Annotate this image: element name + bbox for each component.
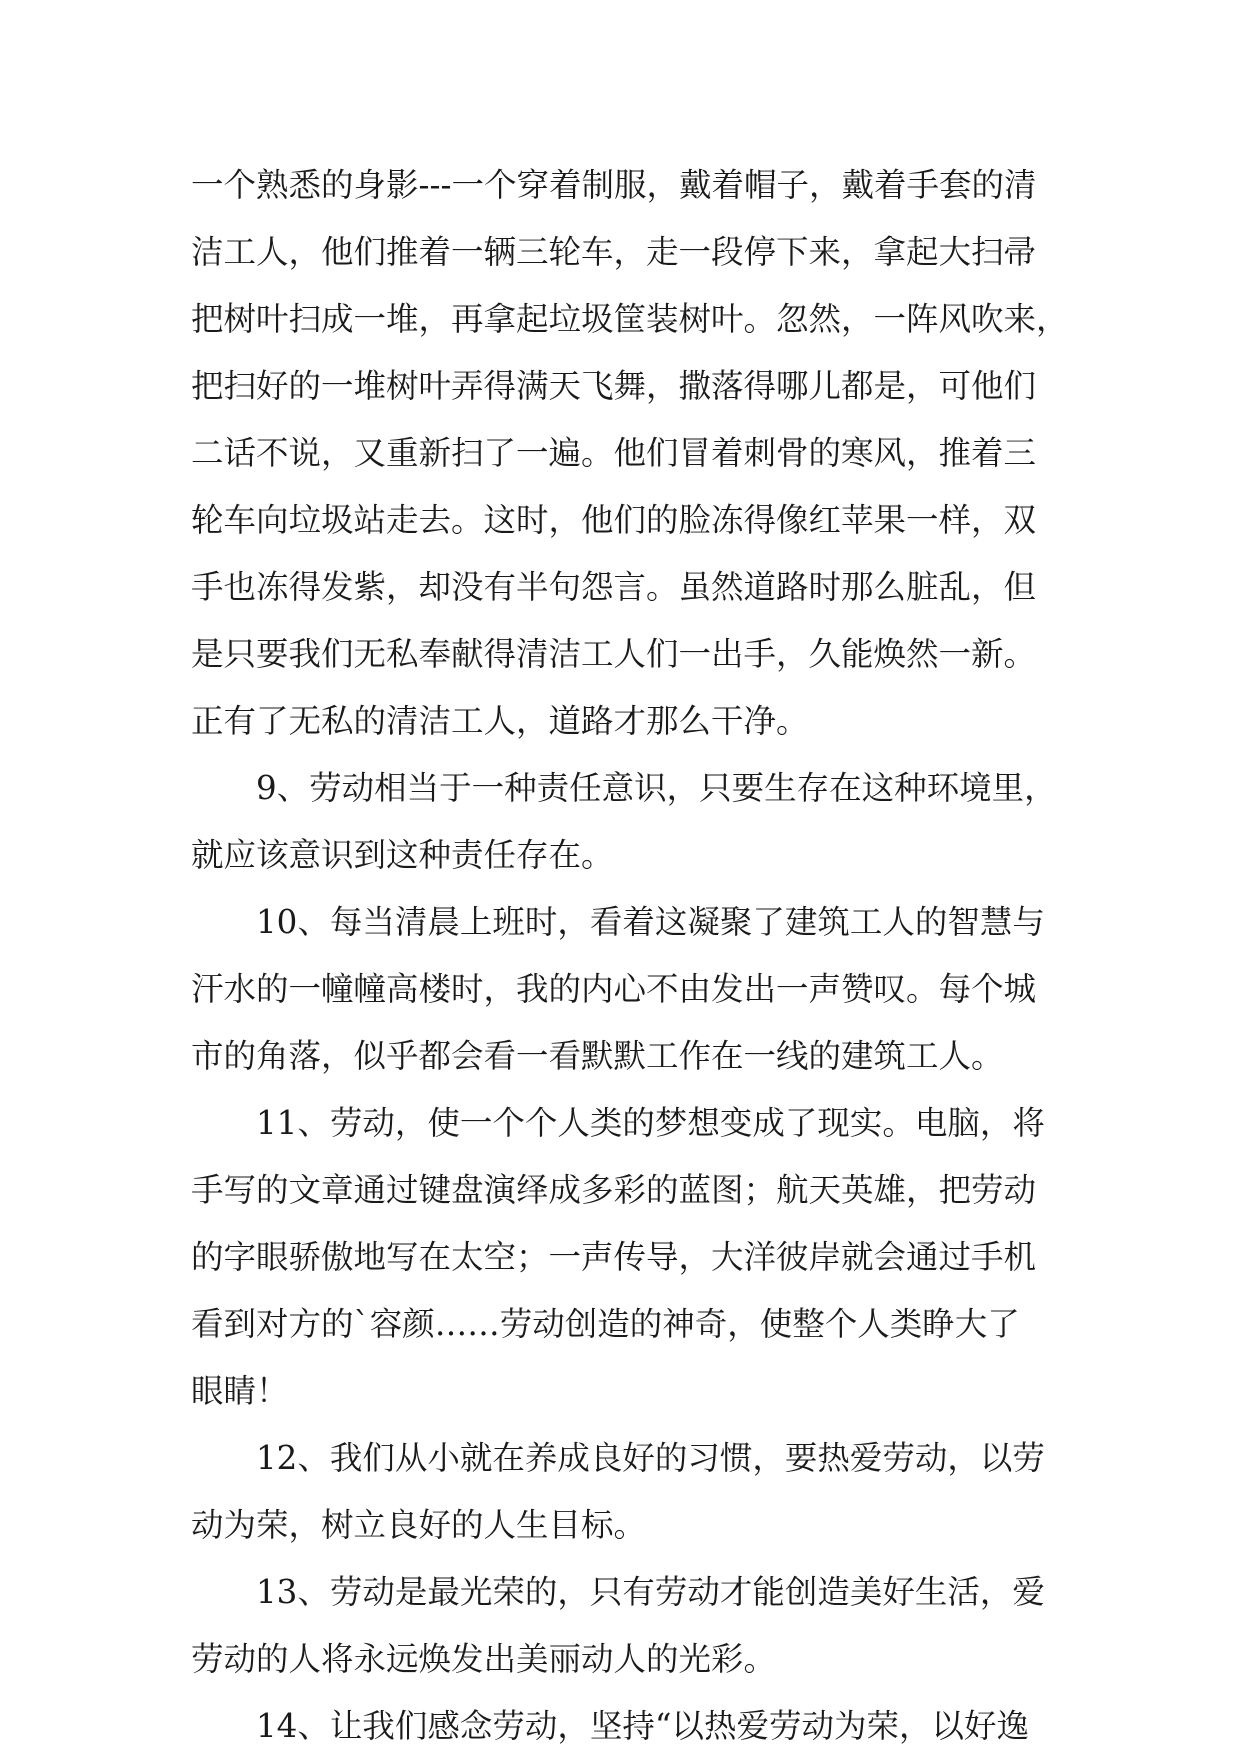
paragraph-9 — [191, 755, 1071, 889]
paragraph-13 — [191, 1559, 1071, 1693]
text-line: 14、让我们感念劳动，坚持“以热爱劳动为荣，以好逸 — [256, 1707, 1029, 1745]
paragraph-11 — [191, 1090, 1071, 1425]
text-line: 13、劳动是最光荣的，只有劳动才能创造美好生活，爱 — [256, 1573, 1045, 1611]
text-line: 正有了无私的清洁工人，道路才那么干净。 — [191, 702, 809, 740]
text-line: 的字眼骄傲地写在太空；一声传导，大洋彼岸就会通过手机 — [191, 1238, 1037, 1276]
text-line: 汗水的一幢幢高楼时，我的内心不由发出一声赞叹。每个城 — [191, 970, 1037, 1008]
text-line: 手也冻得发紫，却没有半句怨言。虽然道路时那么脏乱，但 — [191, 568, 1037, 606]
paragraph-14 — [191, 1693, 1071, 1760]
paragraph-cleaners — [191, 152, 1071, 755]
text-line: 手写的文章通过键盘演绎成多彩的蓝图；航天英雄，把劳动 — [191, 1171, 1037, 1209]
text-line: 把树叶扫成一堆，再拿起垃圾筐装树叶。忽然，一阵风吹来， — [191, 300, 1069, 338]
text-line: 市的角落，似乎都会看一看默默工作在一线的建筑工人。 — [191, 1037, 1004, 1075]
paragraph-12 — [191, 1425, 1071, 1559]
paragraph-10 — [191, 889, 1071, 1090]
text-line: 看到对方的`容颜……劳动创造的神奇，使整个人类睁大了 — [191, 1305, 1020, 1343]
text-line: 11、劳动，使一个个人类的梦想变成了现实。电脑，将 — [256, 1104, 1045, 1142]
body-text — [191, 152, 1071, 1760]
text-line: 动为荣，树立良好的人生目标。 — [191, 1506, 647, 1544]
text-line: 12、我们从小就在养成良好的习惯，要热爱劳动，以劳 — [256, 1439, 1045, 1477]
text-line: 就应该意识到这种责任存在。 — [191, 836, 614, 874]
text-line: 轮车向垃圾站走去。这时，他们的脸冻得像红苹果一样，双 — [191, 501, 1037, 539]
text-line: 9、劳动相当于一种责任意识，只要生存在这种环境里， — [256, 769, 1057, 807]
text-line: 一个熟悉的身影---一个穿着制服，戴着帽子，戴着手套的清 — [191, 166, 1037, 204]
text-line: 眼睛！ — [191, 1372, 289, 1410]
text-line: 劳动的人将永远焕发出美丽动人的光彩。 — [191, 1640, 777, 1678]
text-line: 10、每当清晨上班时，看着这凝聚了建筑工人的智慧与 — [256, 903, 1045, 941]
text-line: 是只要我们无私奉献得清洁工人们一出手，久能焕然一新。 — [191, 635, 1037, 673]
text-line: 洁工人，他们推着一辆三轮车，走一段停下来，拿起大扫帚 — [191, 233, 1037, 271]
text-line: 把扫好的一堆树叶弄得满天飞舞，撒落得哪儿都是，可他们 — [191, 367, 1037, 405]
text-line: 二话不说，又重新扫了一遍。他们冒着刺骨的寒风，推着三 — [191, 434, 1037, 472]
